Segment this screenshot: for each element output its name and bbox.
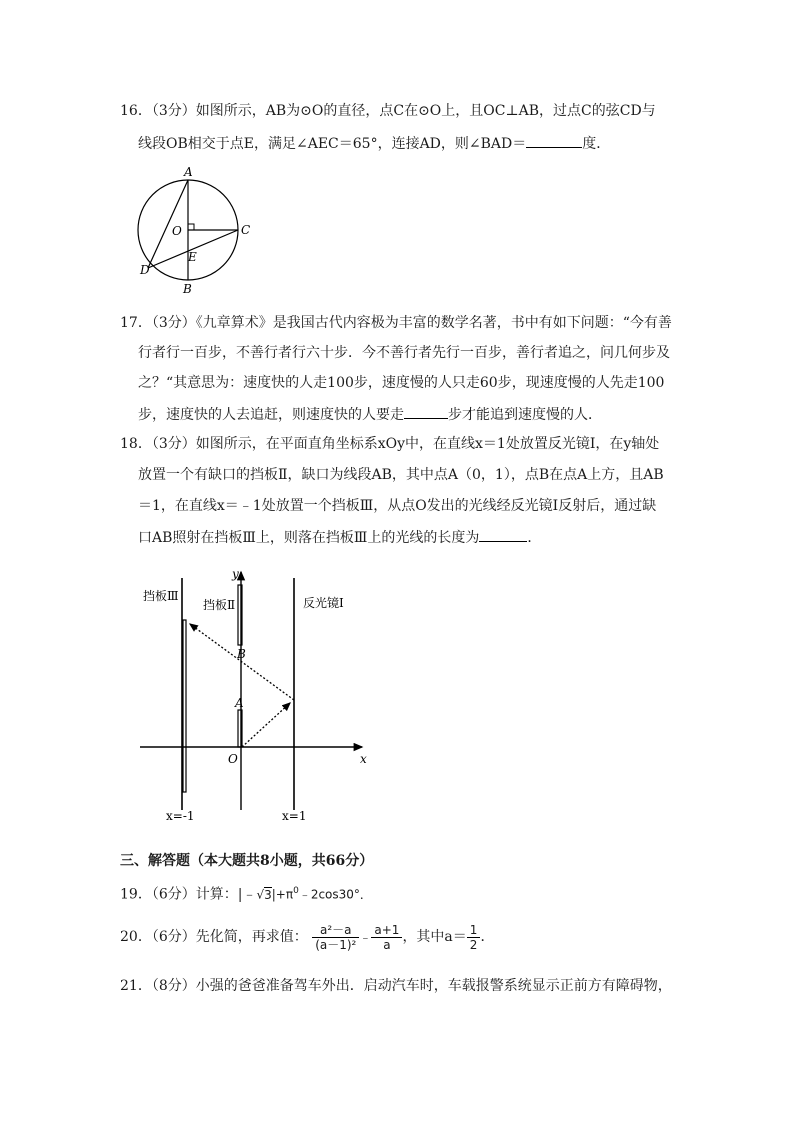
q20-fraction-1: $\frac{\text{a²－a}}{\text{(a－1)²}}$ [312, 923, 359, 952]
q18-text-4-end: ． [527, 530, 542, 546]
q20-text-a: 先化简，再求值： [195, 929, 308, 945]
q18-text-1: 如图所示，在平面直角坐标系xOy中，在直线x＝1处放置反光镜Ⅰ，在y轴处 [195, 436, 660, 452]
q20-fraction-3: $\frac{1}{2}$ [467, 923, 481, 952]
q18-line3: ＝1，在直线x＝﹣1处放置一个挡板Ⅲ，从点O发出的光线经反光镜Ⅰ反射后，通过缺 [138, 498, 657, 514]
q20-text-c: ． [480, 929, 495, 945]
q21-score: （8分） [151, 978, 196, 994]
q18-line1 [120, 434, 659, 454]
q18-label-xneg1: x=-1 [166, 809, 195, 823]
q18-line2: 放置一个有缺口的挡板Ⅱ，缺口为线段AB，其中点A（0，1），点B在点A上方，且AB [138, 467, 664, 483]
q19-text-b: |+π [271, 887, 294, 902]
q17-line4 [138, 404, 602, 425]
q18-line4 [138, 527, 541, 548]
q16-circle-figure [130, 160, 260, 300]
q16-label-D: D [140, 263, 150, 277]
q19-text-c: ﹣2cos30°． [298, 887, 372, 902]
q20-score: （6分） [151, 929, 196, 945]
q18-score: （3分） [151, 436, 196, 452]
q21-number: 21． [120, 978, 152, 994]
q16-number: 16． [120, 103, 152, 119]
q19-power: 0 [293, 886, 299, 896]
q19-line [120, 881, 372, 905]
q16-text-2: 线段OB相交于点E，满足∠AEC＝65°，连接AD，则∠BAD＝ [138, 136, 527, 152]
q16-score: （3分） [151, 103, 196, 119]
sqrt-icon: √ [256, 887, 265, 902]
q16-label-A: A [184, 165, 193, 179]
q16-line2 [138, 133, 610, 154]
q16-label-C: C [241, 223, 251, 237]
q18-label-y: y [232, 567, 239, 581]
q20-line [120, 922, 494, 952]
q18-label-B: B [237, 647, 246, 661]
q18-label-board2: 挡板Ⅱ [203, 598, 236, 612]
q18-label-x1: x=1 [282, 809, 307, 823]
q17-score: （3分） [151, 315, 196, 331]
q18-text-4: 口AB照射在挡板Ⅲ上，则落在挡板Ⅲ上的光线的长度为 [138, 530, 480, 546]
q18-label-A: A [235, 696, 244, 710]
q17-answer-blank[interactable] [404, 404, 448, 419]
q16-answer-blank[interactable] [526, 133, 582, 148]
q18-coordinate-figure [130, 560, 390, 830]
q21-line1 [120, 976, 672, 996]
q19-text-a: 计算：|﹣ [195, 886, 257, 903]
q17-text-1: 《九章算术》是我国古代内容极为丰富的数学名著，书中有如下问题：“今有善 [195, 315, 672, 331]
q18-label-mirror: 反光镜Ⅰ [303, 596, 344, 610]
q20-number: 20． [120, 929, 152, 945]
q18-answer-blank[interactable] [479, 527, 527, 542]
q16-line1 [120, 101, 656, 121]
q16-label-O: O [172, 224, 182, 238]
q16-label-B: B [183, 282, 192, 296]
q21-text-1: 小强的爸爸准备驾车外出．启动汽车时，车载报警系统显示正前方有障碍物， [195, 978, 672, 994]
q18-label-O: O [228, 752, 238, 766]
section-3-heading: 三、解答题（本大题共8小题，共66分） [120, 853, 374, 869]
q16-text-2-end: 度． [582, 136, 611, 152]
q17-text-4: 步，速度快的人去追赶，则速度快的人要走 [138, 407, 404, 423]
q18-label-x: x [360, 752, 367, 766]
q17-line1 [120, 313, 672, 333]
q17-text-4-end: 步才能追到速度慢的人． [448, 407, 602, 423]
q20-text-b: ，其中a＝ [402, 929, 467, 945]
q18-number: 18． [120, 436, 152, 452]
q19-sqrt-arg: 3 [264, 887, 272, 902]
q19-number: 19． [120, 886, 152, 903]
q18-label-board3: 挡板Ⅲ [143, 589, 179, 603]
q17-number: 17． [120, 315, 152, 331]
q20-minus: ﹣ [359, 930, 372, 944]
q19-score: （6分） [151, 886, 196, 903]
q20-fraction-2: $\frac{a+1}{a}$ [371, 923, 402, 952]
q17-line2: 行者行一百步，不善行者行六十步．今不善行者先行一百步，善行者追之，问几何步及 [138, 345, 670, 361]
q17-line3: 之？“其意思为：速度快的人走100步，速度慢的人只走60步，现速度慢的人先走100 [138, 375, 665, 391]
q16-text-1: 如图所示，AB为⊙O的直径，点C在⊙O上，且OC⊥AB，过点C的弦CD与 [195, 103, 656, 119]
q16-label-E: E [188, 250, 197, 264]
